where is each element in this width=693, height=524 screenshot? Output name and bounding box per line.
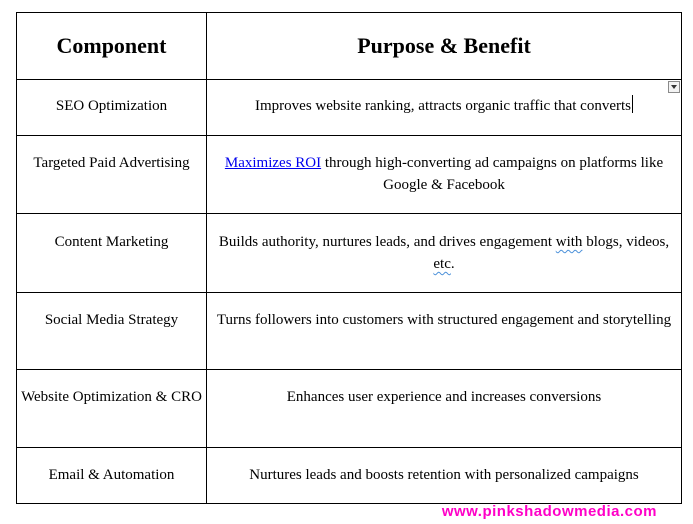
- cell-purpose[interactable]: Nurtures leads and boosts retention with personalized campaigns: [207, 448, 682, 504]
- table-row: [17, 214, 682, 293]
- footer-url: www.pinkshadowmedia.com: [441, 503, 657, 520]
- cell-purpose-text: blogs, videos,: [582, 234, 670, 250]
- cell-purpose[interactable]: [207, 214, 682, 293]
- cell-purpose[interactable]: Enhances user experience and increases conversions: [207, 370, 682, 448]
- cell-component[interactable]: Content Marketing: [17, 214, 207, 293]
- cell-purpose-text: Builds authority, nurtures leads, and drives engagement: [218, 234, 556, 250]
- table-row: [17, 293, 682, 370]
- cell-purpose-text: Improves website ranking, attracts organic traffic that converts: [255, 98, 631, 114]
- cell-purpose[interactable]: Turns followers into customers with structured engagement and storytelling: [207, 293, 682, 370]
- cell-purpose[interactable]: [207, 136, 682, 214]
- table-header-row: [17, 13, 682, 80]
- spellcheck-word[interactable]: etc: [433, 256, 451, 272]
- cell-purpose[interactable]: [207, 80, 682, 136]
- table-row: [17, 370, 682, 448]
- chevron-down-icon[interactable]: [668, 81, 680, 93]
- cell-purpose-text: through high-converting ad campaigns on platforms like Google & Facebook: [321, 155, 664, 193]
- cell-component[interactable]: Email & Automation: [17, 448, 207, 504]
- header-purpose[interactable]: Purpose & Benefit: [207, 13, 682, 80]
- cell-purpose-text: .: [450, 256, 455, 272]
- text-cursor: [632, 95, 633, 113]
- cell-component[interactable]: Website Optimization & CRO: [17, 370, 207, 448]
- cell-component[interactable]: Targeted Paid Advertising: [17, 136, 207, 214]
- maximizes-roi-link[interactable]: Maximizes ROI: [224, 155, 322, 171]
- table-row: [17, 448, 682, 504]
- table-row: [17, 136, 682, 214]
- component-table: [16, 12, 682, 504]
- cell-component[interactable]: SEO Optimization: [17, 80, 207, 136]
- table-row: [17, 80, 682, 136]
- spellcheck-word[interactable]: with: [555, 234, 583, 250]
- header-component[interactable]: Component: [17, 13, 207, 80]
- cell-component[interactable]: Social Media Strategy: [17, 293, 207, 370]
